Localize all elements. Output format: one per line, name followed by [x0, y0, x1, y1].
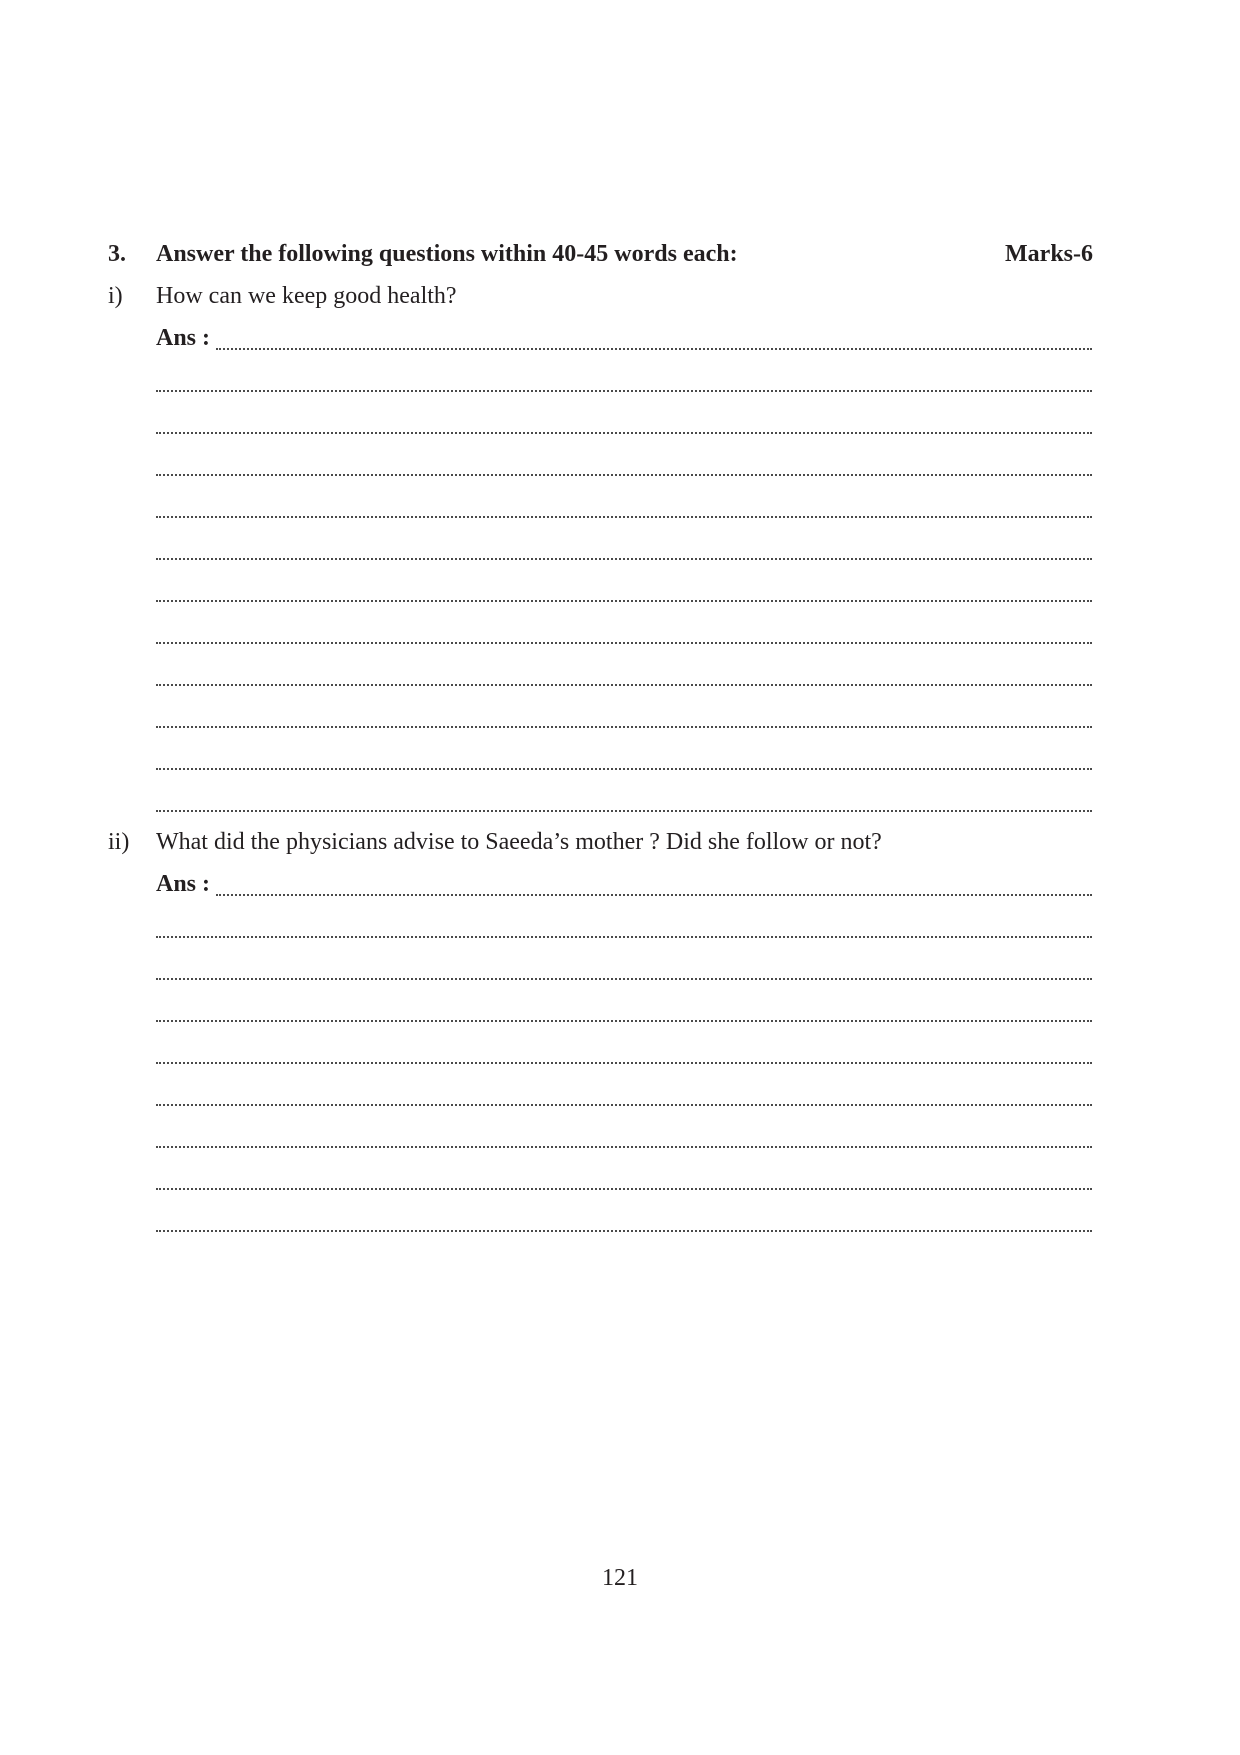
- dotted-line: [156, 1038, 1092, 1064]
- dotted-line: [156, 912, 1092, 938]
- answer-line[interactable]: [156, 868, 1092, 900]
- answer-line[interactable]: [156, 448, 1092, 480]
- dotted-line: [156, 618, 1092, 644]
- dotted-line: [156, 1164, 1092, 1190]
- answer-line[interactable]: [156, 532, 1092, 564]
- dotted-line: [156, 408, 1092, 434]
- answer-line[interactable]: [156, 490, 1092, 522]
- answer-line[interactable]: [156, 784, 1092, 816]
- answer-line[interactable]: [156, 322, 1092, 354]
- answer-label: Ans :: [156, 325, 211, 351]
- answer-line[interactable]: [156, 700, 1092, 732]
- answer-line[interactable]: [156, 616, 1092, 648]
- answer-label: Ans :: [156, 871, 211, 897]
- answer-line[interactable]: [156, 658, 1092, 690]
- answer-line[interactable]: [156, 742, 1092, 774]
- question-instruction: Answer the following questions within 40-45 words each:: [156, 241, 738, 267]
- answer-line[interactable]: [156, 406, 1092, 438]
- page-number: 121: [602, 1565, 638, 1591]
- answer-line[interactable]: [156, 952, 1092, 984]
- subquestion-number: i): [108, 283, 123, 309]
- dotted-line: [216, 324, 1092, 350]
- dotted-line: [156, 1206, 1092, 1232]
- question-marks: Marks-6: [1005, 241, 1093, 267]
- dotted-line: [156, 702, 1092, 728]
- question-header: [108, 238, 1093, 270]
- question-number: 3.: [108, 241, 126, 267]
- subquestion-text: What did the physicians advise to Saeeda’s mother ? Did she follow or not?: [156, 829, 882, 855]
- dotted-line: [216, 870, 1092, 896]
- dotted-line: [156, 492, 1092, 518]
- answer-line[interactable]: [156, 1078, 1092, 1110]
- dotted-line: [156, 660, 1092, 686]
- answer-line[interactable]: [156, 1162, 1092, 1194]
- subquestion-number: ii): [108, 829, 130, 855]
- answer-line[interactable]: [156, 1036, 1092, 1068]
- dotted-line: [156, 534, 1092, 560]
- subquestion-text: How can we keep good health?: [156, 283, 457, 309]
- answer-line[interactable]: [156, 364, 1092, 396]
- dotted-line: [156, 1080, 1092, 1106]
- dotted-line: [156, 954, 1092, 980]
- dotted-line: [156, 744, 1092, 770]
- answer-line[interactable]: [156, 1120, 1092, 1152]
- dotted-line: [156, 786, 1092, 812]
- answer-line[interactable]: [156, 574, 1092, 606]
- dotted-line: [156, 996, 1092, 1022]
- dotted-line: [156, 1122, 1092, 1148]
- dotted-line: [156, 450, 1092, 476]
- answer-line[interactable]: [156, 994, 1092, 1026]
- dotted-line: [156, 576, 1092, 602]
- answer-line[interactable]: [156, 1204, 1092, 1236]
- dotted-line: [156, 366, 1092, 392]
- answer-line[interactable]: [156, 910, 1092, 942]
